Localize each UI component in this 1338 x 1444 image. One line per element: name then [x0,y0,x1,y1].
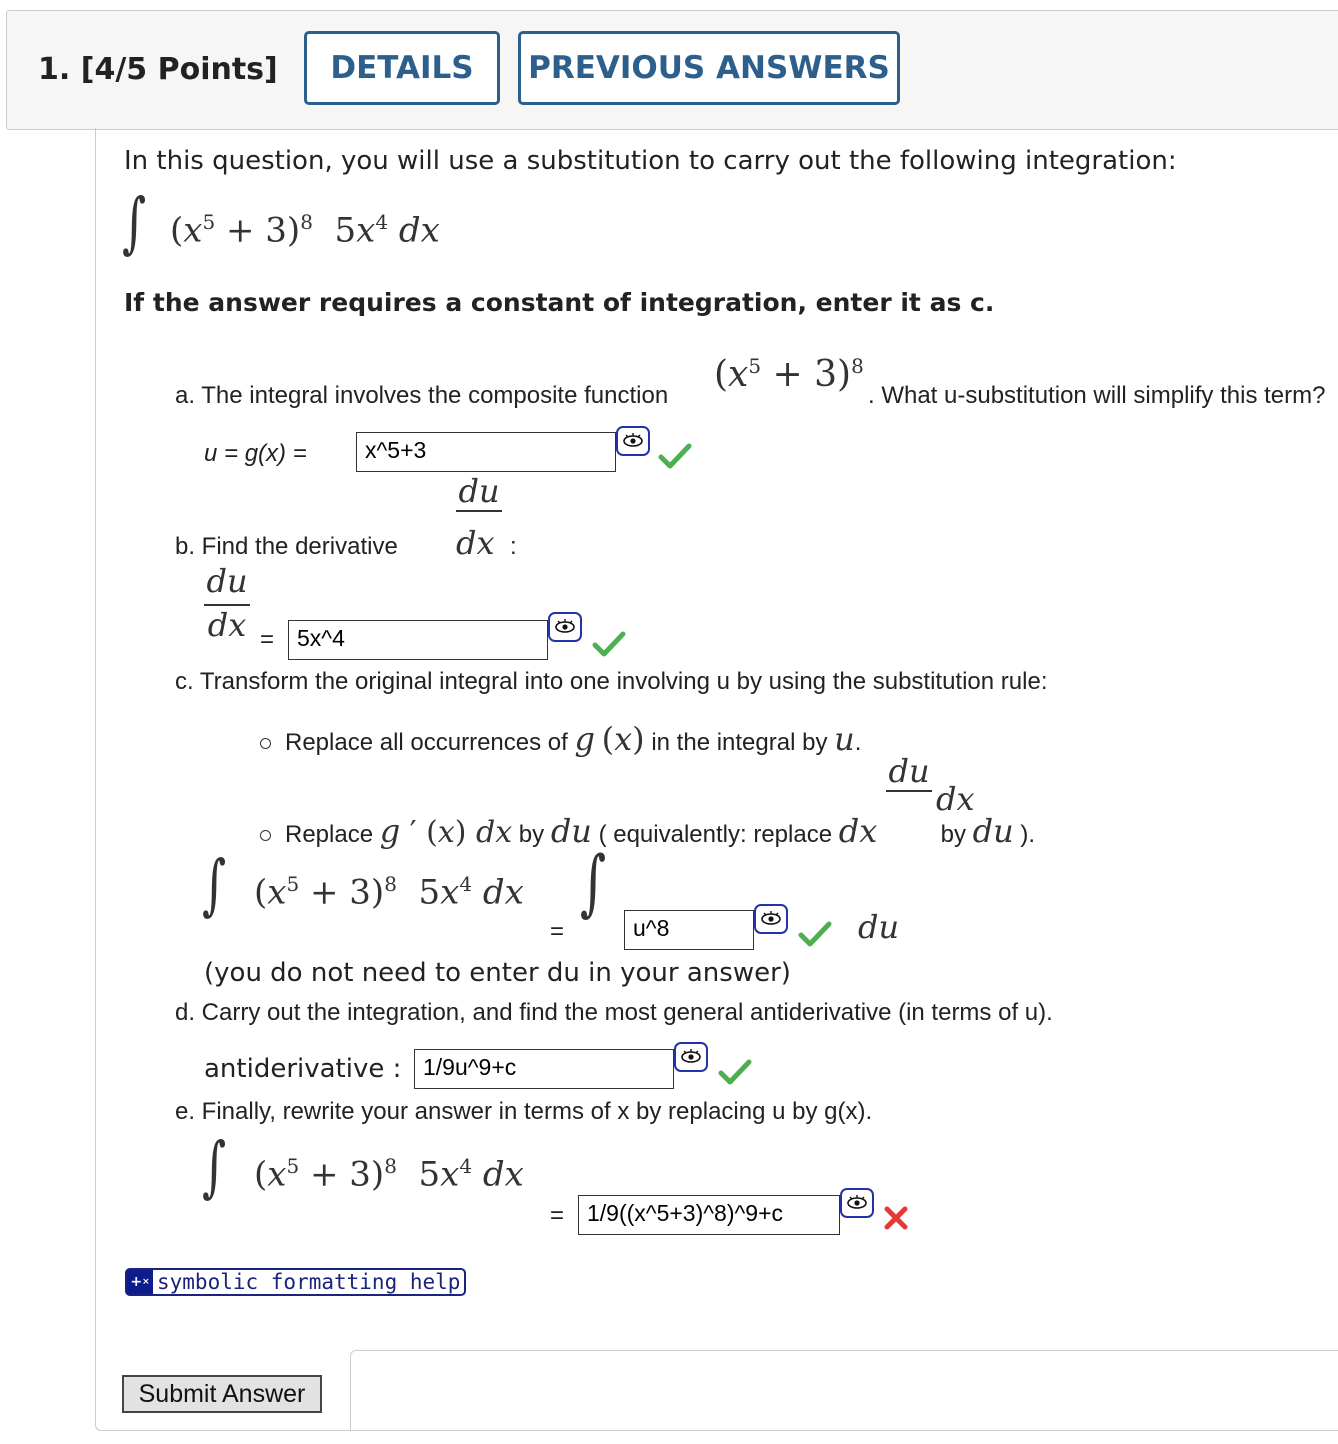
submit-frame [350,1350,1338,1431]
part-a-text-after: . What u-substitution will simplify this term? [868,382,1326,409]
part-a-text: a. The integral involves the composite function [175,382,669,409]
preview-eye-icon[interactable] [548,612,582,642]
preview-eye-icon[interactable] [754,904,788,934]
correct-check-icon [718,1058,752,1086]
part-b-text: b. Find the derivative [175,533,398,560]
part-c-note: (you do not need to enter du in your answer) [204,958,791,988]
answer-input-d[interactable]: 1/9u^9+c [414,1049,674,1089]
symbolic-formatting-help-button[interactable]: + × symbolic formatting help [125,1268,466,1296]
bullet-2: Replace g ′ (x) dx by du ( equivalently: replace dx by du ). [260,812,1035,850]
antiderivative-label: antiderivative : [204,1054,402,1084]
answer-input-c[interactable]: u^8 [624,910,754,950]
points-label: [4/5 Points] [80,52,278,87]
du-dx-fraction-b: du [456,472,502,550]
correct-check-icon [592,630,626,658]
part-d-text: d. Carry out the integration, and find the most general antiderivative (in terms of u). [175,999,1053,1026]
details-button[interactable]: DETAILS [304,31,500,105]
constant-note: If the answer requires a constant of integration, enter it as c. [124,288,995,317]
bullet-1: Replace all occurrences of g (x) in the integral by u. [260,720,861,758]
question-content [95,128,1338,1431]
correct-check-icon [658,442,692,470]
integral-sign: ∫ [580,840,607,924]
du-dx-fraction: du dx [204,562,250,644]
answer-input-e[interactable]: 1/9((x^5+3)^8)^9+c [578,1195,840,1235]
part-e-text: e. Finally, rewrite your answer in terms of x by replacing u by g(x). [175,1098,873,1125]
answer-input-b[interactable]: 5x^4 [288,620,548,660]
submit-answer-button[interactable]: Submit Answer [122,1375,322,1413]
preview-eye-icon[interactable] [840,1188,874,1218]
part-c-text: c. Transform the original integral into one involving u by using the substitution rule: [175,668,1048,695]
plus-minus-icon: + × [127,1270,153,1294]
preview-eye-icon[interactable] [674,1042,708,1072]
part-a-label: u = g(x) = [204,440,307,467]
du-symbol: du [858,908,900,946]
previous-answers-button[interactable]: PREVIOUS ANSWERS [518,31,900,105]
preview-eye-icon[interactable] [616,426,650,456]
answer-input-a[interactable]: x^5+3 [356,432,616,472]
correct-check-icon [798,920,832,948]
question-number: 1. [4/5 Points] [38,52,278,87]
intro-text: In this question, you will use a substitution to carry out the following integration: [124,146,1177,176]
composite-function: $(x^5 + 3)^8$ [714,354,864,395]
incorrect-x-icon [882,1204,910,1232]
